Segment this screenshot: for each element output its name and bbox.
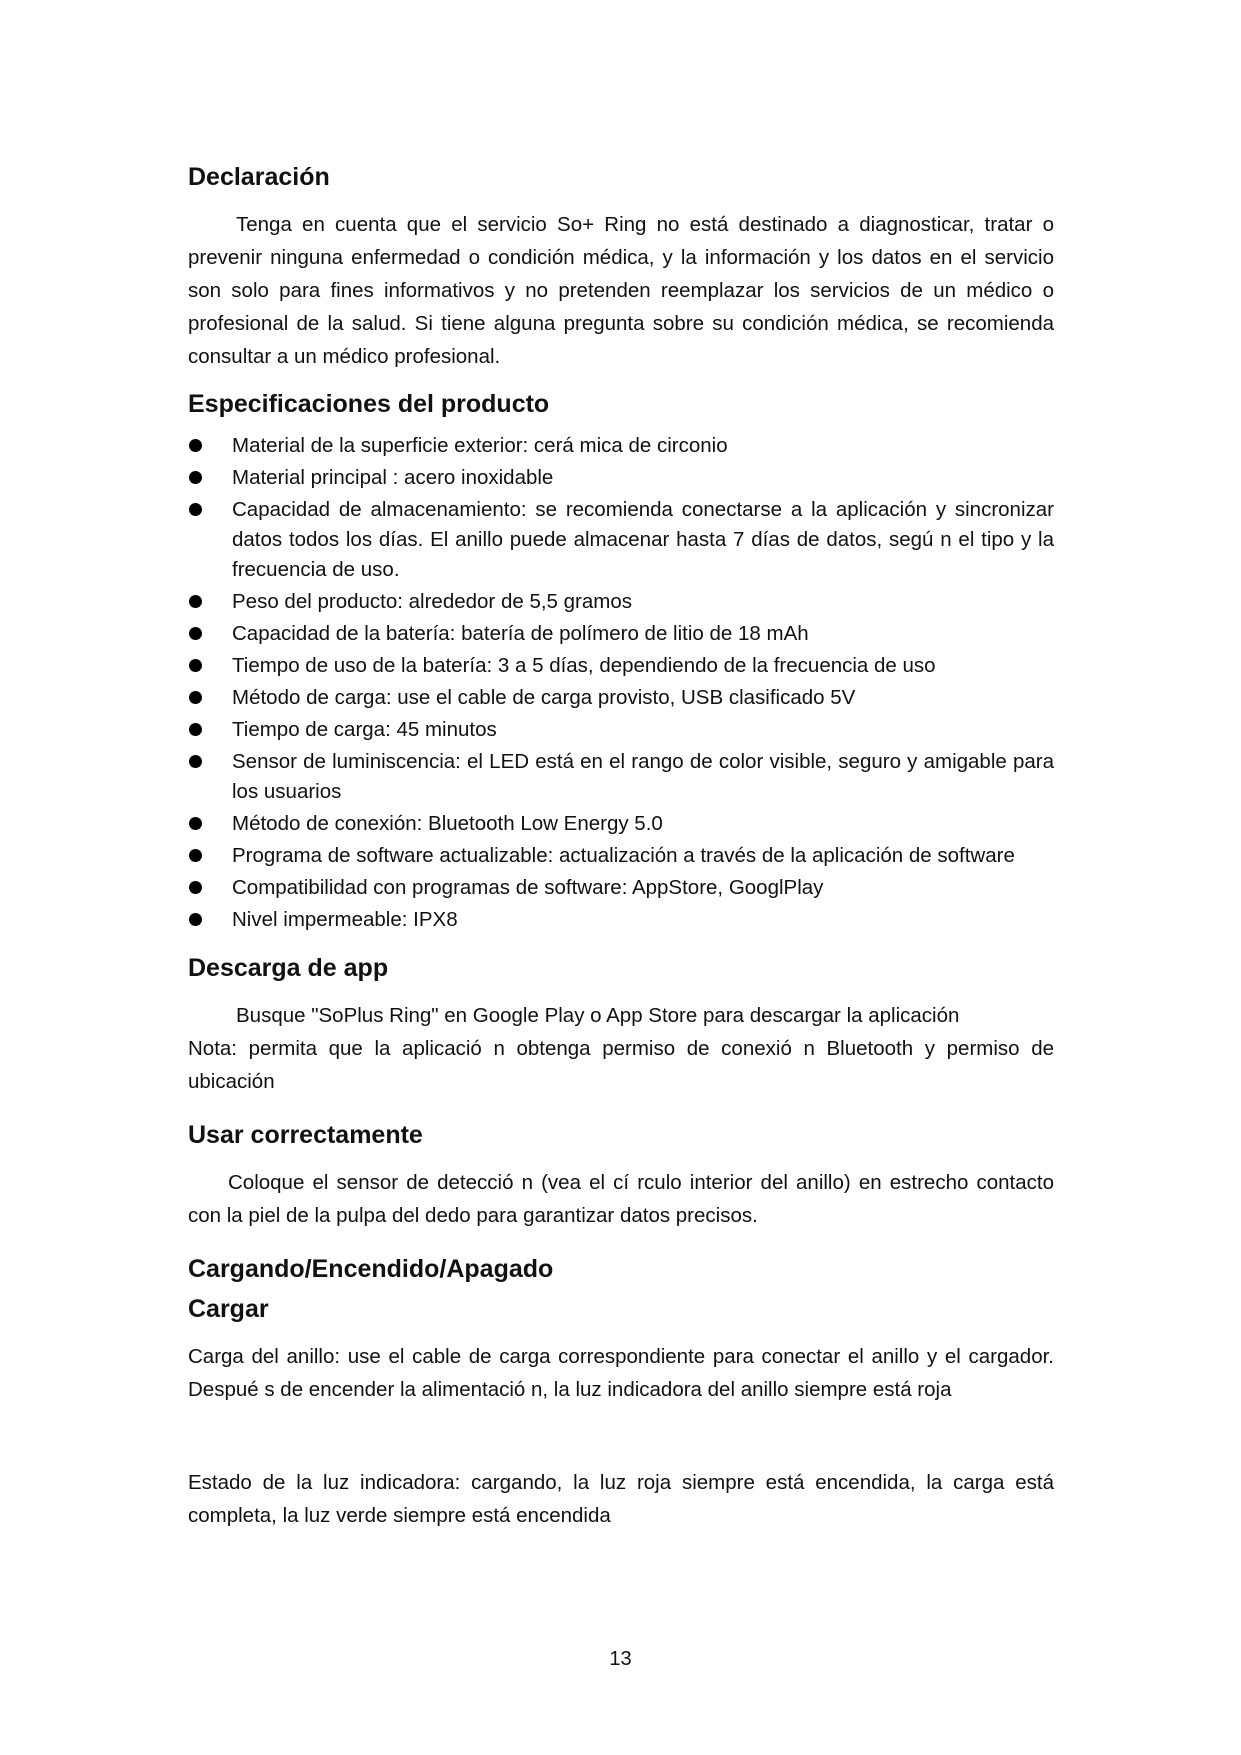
charge-subheading: Cargar	[188, 1295, 269, 1323]
charging-paragraph: Carga del anillo: use el cable de carga correspondiente para conectar el anillo y el cargador. Despué s de encender la alimentació n, la luz indicadora del anillo siempre está roja	[188, 1345, 1054, 1401]
bullet-icon	[189, 817, 202, 830]
spec-item: Nivel impermeable: IPX8	[188, 905, 1054, 935]
spec-item: Material de la superficie exterior: cerá mica de circonio	[188, 431, 1054, 461]
bullet-icon	[189, 849, 202, 862]
bullet-icon	[189, 503, 202, 516]
bullet-icon	[189, 881, 202, 894]
specs-heading: Especificaciones del producto	[188, 390, 550, 418]
declaration-heading: Declaración	[188, 163, 330, 191]
charging-heading: Cargando/Encendido/Apagado	[188, 1255, 554, 1283]
spec-item: Peso del producto: alrededor de 5,5 gramos	[188, 587, 1054, 617]
spec-item: Programa de software actualizable: actualización a través de la aplicación de software	[188, 841, 1054, 871]
usage-heading: Usar correctamente	[188, 1121, 423, 1149]
download-note: Nota: permita que la aplicació n obtenga permiso de conexió n Bluetooth y permiso de ubicación	[188, 1037, 1054, 1093]
specs-list	[188, 431, 1054, 935]
bullet-icon	[189, 913, 202, 926]
spec-item: Tiempo de uso de la batería: 3 a 5 días, dependiendo de la frecuencia de uso	[188, 651, 1054, 681]
spec-item: Sensor de luminiscencia: el LED está en el rango de color visible, seguro y amigable para los usuarios	[188, 747, 1054, 807]
spec-item: Capacidad de almacenamiento: se recomienda conectarse a la aplicación y sincronizar datos todos los días. El anillo puede almacenar hasta 7 días de datos, segú n el tipo y la frecuencia de uso.	[188, 495, 1054, 585]
spec-item: Material principal : acero inoxidable	[188, 463, 1054, 493]
bullet-icon	[189, 627, 202, 640]
download-heading: Descarga de app	[188, 954, 389, 982]
spec-item: Método de carga: use el cable de carga provisto, USB clasificado 5V	[188, 683, 1054, 713]
page-number: 13	[609, 1648, 632, 1670]
bullet-icon	[189, 723, 202, 736]
spec-item: Tiempo de carga: 45 minutos	[188, 715, 1054, 745]
bullet-icon	[189, 471, 202, 484]
bullet-icon	[189, 691, 202, 704]
usage-paragraph: Coloque el sensor de detecció n (vea el cí rculo interior del anillo) en estrecho contacto con la piel de la pulpa del dedo para garantizar datos precisos.	[188, 1171, 1054, 1227]
document-page	[188, 160, 1054, 1532]
indicator-status-paragraph: Estado de la luz indicadora: cargando, la luz roja siempre está encendida, la carga está completa, la luz verde siempre está encendida	[188, 1471, 1054, 1527]
declaration-paragraph: Tenga en cuenta que el servicio So+ Ring no está destinado a diagnosticar, tratar o prevenir ninguna enfermedad o condición médica, y la información y los datos en el servicio son solo para fines informativos y no pretenden reemplazar los servicios de un médico o profesional de la salud. Si tiene alguna pregunta sobre su condición médica, se recomienda consultar a un médico profesional.	[188, 213, 1054, 368]
bullet-icon	[189, 595, 202, 608]
spec-item: Capacidad de la batería: batería de polímero de litio de 18 mAh	[188, 619, 1054, 649]
bullet-icon	[189, 755, 202, 768]
bullet-icon	[189, 439, 202, 452]
bullet-icon	[189, 659, 202, 672]
download-instruction: Busque "SoPlus Ring" en Google Play o App Store para descargar la aplicación	[236, 1004, 960, 1027]
spec-item: Método de conexión: Bluetooth Low Energy 5.0	[188, 809, 1054, 839]
spec-item: Compatibilidad con programas de software: AppStore, GooglPlay	[188, 873, 1054, 903]
